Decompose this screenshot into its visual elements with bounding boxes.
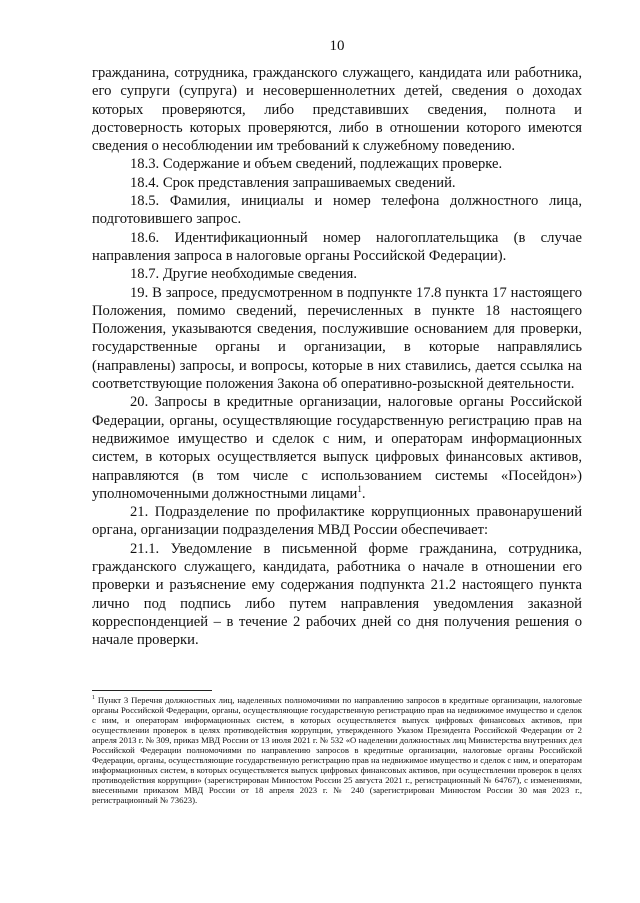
paragraph-18-3: 18.3. Содержание и объем сведений, подлежащих проверке. — [130, 156, 503, 173]
paragraph-20: 20. Запросы в кредитные организации, налоговые органы Российской Федерации, органы, осуществляющие государственную регистрацию прав на недвижимое имущество и сделок с ним, и операторам информационных систем, в которых осуществляется выпуск цифровых финансовых активов, направляются (в том числе с использованием системы «Посейдон») уполномоченными должностными лицами$^1$. — [92, 394, 582, 502]
document-body — [92, 64, 582, 650]
paragraph-20-text: 20. Запросы в кредитные организации, налоговые органы Российской Федерации, органы, осуществляющие государственную регистрацию прав на недвижимое имущество и сделок с ним, и операторам информационных систем, в которых осуществляется выпуск цифровых финансовых активов, направляются (в том числе с использованием системы «Посейдон») уполномоченными должностными лицами — [92, 394, 582, 502]
paragraph-18-5: 18.5. Фамилия, инициалы и номер телефона должностного лица, подготовившего запрос. — [92, 193, 582, 228]
page-number: 10 — [329, 38, 345, 54]
paragraph-18-7: 18.7. Другие необходимые сведения. — [130, 266, 358, 283]
footnote-divider — [92, 690, 212, 691]
paragraph-19: 19. В запросе, предусмотренном в подпункте 17.8 пункта 17 настоящего Положения, помимо сведений, перечисленных в пункте 18 настоящего Положения, указываются сведения, послужившие основанием для проверки, государственные органы и организации, в которые направлялись (направлены) запросы, и вопросы, которые в них ставились, дается ссылка на соответствующие положения Закона об оперативно-розыскной деятельности. — [92, 284, 582, 393]
footnote-reference: 1 — [357, 483, 362, 494]
paragraph-21-1: 21.1. Уведомление в письменной форме гражданина, сотрудника, гражданского служащего, кандидата, работника о начале в отношении его проверки и разъяснение ему содержания подпункта 21.2 настоящего пункта лично под подпись либо путем направления уведомления заказной корреспонденцией – в течение 2 рабочих дней со дня получения решения о начале проверки. — [92, 540, 582, 649]
paragraph-21: 21. Подразделение по профилактике коррупционных правонарушений органа, организации подразделения МВД России обеспечивает: — [92, 504, 582, 539]
paragraph-18-4: 18.4. Срок представления запрашиваемых сведений. — [130, 174, 456, 191]
footnote — [92, 695, 582, 805]
paragraph-18-6: 18.6. Идентификационный номер налогоплательщика (в случае направления запроса в налоговые органы Российской Федерации). — [92, 229, 582, 264]
footnote-marker: 1 — [92, 694, 95, 701]
paragraph-continuation: гражданина, сотрудника, гражданского служащего, кандидата или работника, его супруги (супруга) и несовершеннолетних детей, сведения о доходах которых проверяются, либо представивших сведения, полнота и достоверность которых проверяются, либо в отношении которого имеются сведения о несоблюдении им требований к служебному поведению. — [92, 65, 582, 155]
footnote-text — [92, 695, 582, 805]
footnote-body: Пункт 3 Перечня должностных лиц, наделенных полномочиями по направлению запросов в кредитные организации, налоговые органы Российской Федерации, органы, осуществляющие государственную регистрацию прав на недвижимое имущество и сделок с ним, и операторам информационных систем, в которых осуществляется выпуск цифровых финансовых активов, при осуществлении проверок в целях противодействия коррупции, утвержденного Указом Президента Российской Федерации от 2 апреля 2013 г. № 309, приказ МВД России от 13 июля 2021 г. № 532 «О наделении должностных лиц Министерства внутренних дел Российской Федерации полномочиями по направлению запросов в кредитные организации, налоговые органы Российской Федерации, органы, осуществляющие государственную регистрацию прав на недвижимое имущество и сделок с ним, и операторам информационных систем, в которых осуществляется выпуск цифровых финансовых активов, при осуществлении проверок в целях противодействия коррупции» (зарегистрирован Минюстом России 25 августа 2021 г., регистрационный № 64767), с изменениями, внесенными приказом МВД России от 18 апреля 2023 г. № 240 (зарегистрирован Минюстом России 30 мая 2023 г., регистрационный № 73623). — [92, 694, 582, 805]
